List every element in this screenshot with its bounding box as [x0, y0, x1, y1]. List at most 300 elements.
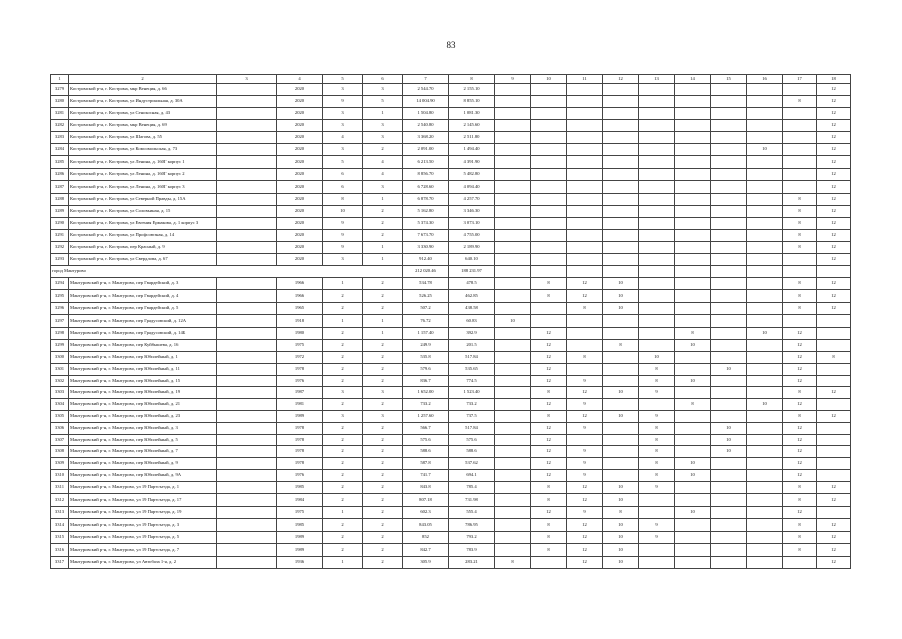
empty-cell [675, 206, 711, 218]
empty-cell [711, 458, 747, 470]
term-cell: 9 [639, 519, 675, 532]
row-number: 3312 [51, 494, 69, 507]
empty-cell [603, 458, 639, 470]
empty-cell [639, 131, 675, 143]
floors-cell: 8 [323, 193, 363, 206]
empty-cell [711, 481, 747, 494]
row-number: 3299 [51, 340, 69, 352]
term-cell: 10 [675, 458, 711, 470]
column-header: 4 [277, 75, 323, 84]
floors-cell: 2 [323, 481, 363, 494]
term-cell: 8 [783, 494, 817, 507]
living-area-cell: 478.5 [449, 277, 495, 290]
empty-cell [217, 351, 277, 363]
floors-cell: 5 [323, 156, 363, 169]
floors-cell: 9 [323, 230, 363, 242]
floors-cell: 1 [323, 556, 363, 569]
address-cell: Мантуровский р-н, г. Мантурово, пер Градусовский, д. 14Б [69, 327, 217, 340]
term-cell: 12 [567, 519, 603, 532]
empty-cell [639, 156, 675, 169]
empty-cell [567, 315, 603, 328]
floors-cell: 2 [323, 519, 363, 532]
empty-cell [675, 410, 711, 422]
floors-cell: 2 [323, 327, 363, 340]
term-cell: 9 [567, 446, 603, 458]
table-row [51, 84, 851, 96]
empty-cell [747, 131, 783, 143]
area-cell: 587.8 [403, 458, 449, 470]
empty-cell [711, 95, 747, 108]
empty-cell [531, 95, 567, 108]
entrances-cell: 2 [363, 302, 403, 315]
term-cell: 10 [747, 327, 783, 340]
table-row [51, 556, 851, 569]
term-cell: 12 [817, 217, 851, 230]
area-cell: 842.7 [403, 544, 449, 557]
empty-cell [711, 230, 747, 242]
empty-cell [639, 340, 675, 352]
empty-cell [675, 290, 711, 303]
empty-cell [711, 302, 747, 315]
floors-cell: 9 [323, 95, 363, 108]
empty-cell [675, 315, 711, 328]
empty-cell [603, 254, 639, 266]
column-header: 10 [531, 75, 567, 84]
entrances-cell: 2 [363, 399, 403, 411]
term-cell: 8 [567, 302, 603, 315]
table-row [51, 206, 851, 218]
empty-cell [495, 446, 531, 458]
empty-cell [711, 156, 747, 169]
entrances-cell: 2 [363, 230, 403, 242]
term-cell: 12 [817, 181, 851, 194]
living-area-cell: 2 511.80 [449, 131, 495, 143]
term-cell: 12 [783, 506, 817, 519]
empty-cell [639, 143, 675, 156]
row-number: 3282 [51, 120, 69, 132]
term-cell: 12 [817, 120, 851, 132]
term-cell: 8 [783, 217, 817, 230]
empty-cell [711, 277, 747, 290]
empty-cell [495, 242, 531, 254]
table-row [51, 156, 851, 169]
empty-cell [783, 156, 817, 169]
empty-cell [603, 156, 639, 169]
empty-cell [217, 120, 277, 132]
empty-cell [531, 230, 567, 242]
area-cell: 852 [403, 531, 449, 544]
empty-cell [217, 217, 277, 230]
entrances-cell: 2 [363, 469, 403, 481]
empty-cell [639, 315, 675, 328]
term-cell: 12 [817, 302, 851, 315]
term-cell: 10 [603, 277, 639, 290]
address-cell: Мантуровский р-н, г. Мантурово, пер Юбилейный, д. 5 [69, 434, 217, 446]
column-header: 3 [217, 75, 277, 84]
year-cell: 1989 [277, 531, 323, 544]
term-cell: 12 [567, 387, 603, 399]
empty-cell [603, 230, 639, 242]
empty-cell [711, 108, 747, 120]
empty-cell [495, 254, 531, 266]
term-cell: 12 [817, 277, 851, 290]
row-number: 3293 [51, 254, 69, 266]
empty-cell [639, 168, 675, 181]
term-cell: 10 [495, 315, 531, 328]
term-cell: 12 [783, 340, 817, 352]
empty-cell [495, 519, 531, 532]
empty-cell [675, 363, 711, 375]
row-number: 3289 [51, 206, 69, 218]
area-cell: 535.8 [403, 351, 449, 363]
row-number: 3308 [51, 446, 69, 458]
term-cell: 10 [747, 143, 783, 156]
empty-cell [675, 181, 711, 194]
empty-cell [567, 327, 603, 340]
term-cell: 10 [639, 351, 675, 363]
empty-cell [747, 387, 783, 399]
entrances-cell: 2 [363, 363, 403, 375]
term-cell: 8 [639, 422, 675, 434]
area-cell: 5 162.80 [403, 206, 449, 218]
empty-cell [747, 156, 783, 169]
term-cell: 12 [817, 156, 851, 169]
term-cell: 10 [603, 387, 639, 399]
empty-cell [711, 340, 747, 352]
entrances-cell: 2 [363, 351, 403, 363]
term-cell: 8 [783, 290, 817, 303]
address-cell: Мантуровский р-н, г. Мантурово, ул 19 Партсъезда, д. 1 [69, 481, 217, 494]
entrances-cell: 1 [363, 193, 403, 206]
empty-cell [603, 363, 639, 375]
entrances-cell: 2 [363, 519, 403, 532]
address-cell: Костромской р-н, г. Кострома, ул Соловьиная, д. 15 [69, 206, 217, 218]
term-cell: 10 [711, 363, 747, 375]
empty-cell [495, 422, 531, 434]
address-cell: Мантуровский р-н, г. Мантурово, пер Юбилейный, д. 15 [69, 375, 217, 387]
empty-cell [495, 108, 531, 120]
area-cell: 526.25 [403, 290, 449, 303]
floors-cell: 2 [323, 351, 363, 363]
column-header: 14 [675, 75, 711, 84]
row-number: 3310 [51, 469, 69, 481]
empty-cell [747, 434, 783, 446]
empty-cell [603, 242, 639, 254]
empty-cell [747, 95, 783, 108]
year-cell: 1918 [277, 315, 323, 328]
empty-cell [217, 410, 277, 422]
address-cell: Мантуровский р-н, г. Мантурово, пер Юбилейный, д. 11 [69, 363, 217, 375]
living-area-cell: 60.83 [449, 315, 495, 328]
entrances-cell: 2 [363, 556, 403, 569]
living-area-cell: 733.2 [449, 399, 495, 411]
empty-cell [217, 95, 277, 108]
empty-cell [747, 315, 783, 328]
empty-cell [495, 84, 531, 96]
empty-cell [567, 242, 603, 254]
address-cell: Мантуровский р-н, г. Мантурово, пер Юбилейный, д. 7 [69, 446, 217, 458]
row-number: 3311 [51, 481, 69, 494]
area-cell: 5 374.30 [403, 217, 449, 230]
empty-cell [495, 290, 531, 303]
year-cell: 1978 [277, 434, 323, 446]
empty-cell [217, 315, 277, 328]
table-row [51, 290, 851, 303]
empty-cell [217, 290, 277, 303]
term-cell: 10 [675, 506, 711, 519]
living-area-cell: 462.85 [449, 290, 495, 303]
empty-cell [675, 387, 711, 399]
area-cell: 836.7 [403, 375, 449, 387]
row-number: 3298 [51, 327, 69, 340]
term-cell: 12 [817, 290, 851, 303]
table-row [51, 217, 851, 230]
empty-cell [783, 120, 817, 132]
empty-cell [531, 120, 567, 132]
term-cell: 8 [675, 327, 711, 340]
term-cell: 12 [531, 363, 567, 375]
living-area-cell: 535.65 [449, 363, 495, 375]
column-header: 5 [323, 75, 363, 84]
empty-cell [675, 230, 711, 242]
living-area-cell: 783.9 [449, 544, 495, 557]
year-cell: 1965 [277, 302, 323, 315]
area-cell: 2 544.70 [403, 84, 449, 96]
empty-cell [817, 327, 851, 340]
empty-cell [495, 193, 531, 206]
term-cell: 12 [817, 544, 851, 557]
floors-cell: 2 [323, 544, 363, 557]
address-cell: Мантуровский р-н, г. Мантурово, пер Куйбышева, д. 16 [69, 340, 217, 352]
empty-cell [817, 399, 851, 411]
entrances-cell: 3 [363, 131, 403, 143]
row-number: 3292 [51, 242, 69, 254]
empty-cell [711, 544, 747, 557]
entrances-cell: 3 [363, 410, 403, 422]
empty-cell [531, 242, 567, 254]
empty-cell [747, 168, 783, 181]
floors-cell: 2 [323, 422, 363, 434]
empty-cell [675, 519, 711, 532]
term-cell: 12 [817, 168, 851, 181]
term-cell: 12 [567, 556, 603, 569]
empty-cell [783, 254, 817, 266]
empty-cell [567, 181, 603, 194]
empty-cell [711, 120, 747, 132]
row-number: 3304 [51, 399, 69, 411]
year-cell: 1981 [277, 399, 323, 411]
address-cell: Мантуровский р-н, г. Мантурово, пер Гвардейский, д. 3 [69, 277, 217, 290]
term-cell: 8 [783, 193, 817, 206]
table-row [51, 481, 851, 494]
floors-cell: 1 [323, 506, 363, 519]
empty-cell [567, 230, 603, 242]
empty-cell [711, 410, 747, 422]
living-area-cell: 201.5 [449, 340, 495, 352]
empty-cell [747, 193, 783, 206]
floors-cell: 4 [323, 131, 363, 143]
address-cell: Мантуровский р-н, г. Мантурово, ул Автобаза 1-я, д. 2 [69, 556, 217, 569]
table-row [51, 410, 851, 422]
table-row [51, 340, 851, 352]
empty-cell [567, 206, 603, 218]
address-cell: Мантуровский р-н, г. Мантурово, пер Юбилейный, д. 19 [69, 387, 217, 399]
entrances-cell: 2 [363, 481, 403, 494]
empty-cell [675, 531, 711, 544]
empty-cell [603, 143, 639, 156]
table-row [51, 302, 851, 315]
area-cell: 602.3 [403, 506, 449, 519]
address-cell: Костромской р-н, г. Кострома, ул Комсомольская, д. 73 [69, 143, 217, 156]
term-cell: 8 [817, 351, 851, 363]
empty-cell [567, 217, 603, 230]
living-area-cell: 1 494.40 [449, 143, 495, 156]
term-cell: 9 [567, 458, 603, 470]
empty-cell [217, 340, 277, 352]
empty-cell [217, 544, 277, 557]
row-number: 3316 [51, 544, 69, 557]
term-cell: 12 [783, 422, 817, 434]
row-number: 3296 [51, 302, 69, 315]
page-number: 83 [446, 40, 456, 50]
area-cell: 1 157.40 [403, 327, 449, 340]
empty-cell [531, 168, 567, 181]
address-cell: Мантуровский р-н, г. Мантурово, ул 19 Партсъезда, д. 3 [69, 519, 217, 532]
empty-cell [603, 206, 639, 218]
term-cell: 10 [603, 531, 639, 544]
floors-cell: 6 [323, 168, 363, 181]
empty-cell [639, 108, 675, 120]
term-cell: 12 [817, 494, 851, 507]
entrances-cell: 2 [363, 494, 403, 507]
year-cell: 2020 [277, 230, 323, 242]
table-row [51, 108, 851, 120]
floors-cell: 2 [323, 363, 363, 375]
living-area-cell: 575.6 [449, 434, 495, 446]
address-cell: Костромской р-н, г. Кострома, ул Ленина, д. 160Г корпус 3 [69, 181, 217, 194]
term-cell: 10 [603, 494, 639, 507]
row-number: 3294 [51, 277, 69, 290]
empty-cell [783, 556, 817, 569]
living-area-cell: 640.10 [449, 254, 495, 266]
table-row [51, 277, 851, 290]
row-number: 3313 [51, 506, 69, 519]
empty-cell [495, 351, 531, 363]
floors-cell: 2 [323, 290, 363, 303]
empty-cell [495, 531, 531, 544]
empty-cell [639, 265, 675, 277]
table-row [51, 168, 851, 181]
term-cell: 9 [639, 410, 675, 422]
living-area-cell: 5 482.80 [449, 168, 495, 181]
floors-cell: 3 [323, 108, 363, 120]
year-cell: 2020 [277, 156, 323, 169]
area-cell: 7 673.70 [403, 230, 449, 242]
area-cell: 6 213.50 [403, 156, 449, 169]
term-cell: 12 [531, 446, 567, 458]
term-cell: 12 [817, 84, 851, 96]
floors-cell: 2 [323, 302, 363, 315]
empty-cell [495, 506, 531, 519]
empty-cell [711, 375, 747, 387]
empty-cell [675, 422, 711, 434]
term-cell: 12 [567, 481, 603, 494]
area-cell: 1 257.60 [403, 410, 449, 422]
empty-cell [747, 458, 783, 470]
term-cell: 12 [817, 193, 851, 206]
term-cell: 8 [531, 544, 567, 557]
column-header: 13 [639, 75, 675, 84]
empty-cell [217, 519, 277, 532]
area-cell: 843.05 [403, 519, 449, 532]
empty-cell [567, 254, 603, 266]
floors-cell: 3 [323, 143, 363, 156]
empty-cell [531, 206, 567, 218]
column-header: 7 [403, 75, 449, 84]
total-living-area: 188 231.97 [449, 265, 495, 277]
living-area-cell: 785.4 [449, 481, 495, 494]
table-row [51, 181, 851, 194]
floors-cell: 2 [323, 434, 363, 446]
term-cell: 12 [531, 458, 567, 470]
empty-cell [675, 265, 711, 277]
empty-cell [217, 131, 277, 143]
area-cell: 3 368.20 [403, 131, 449, 143]
term-cell: 8 [531, 410, 567, 422]
term-cell: 8 [783, 544, 817, 557]
table-row [51, 120, 851, 132]
empty-cell [603, 108, 639, 120]
term-cell: 8 [531, 531, 567, 544]
column-header: 1 [51, 75, 69, 84]
address-cell: Мантуровский р-н, г. Мантурово, пер Юбилейный, д. 9 [69, 458, 217, 470]
term-cell: 8 [531, 481, 567, 494]
year-cell: 1985 [277, 481, 323, 494]
empty-cell [747, 422, 783, 434]
area-cell: 843.8 [403, 481, 449, 494]
row-number: 3286 [51, 168, 69, 181]
empty-cell [531, 556, 567, 569]
empty-cell [783, 84, 817, 96]
empty-cell [817, 434, 851, 446]
address-cell: Костромской р-н, г. Кострома, ул Сенокосная, д. 43 [69, 108, 217, 120]
living-area-cell: 555.4 [449, 506, 495, 519]
empty-cell [531, 217, 567, 230]
empty-cell [603, 469, 639, 481]
term-cell: 8 [639, 458, 675, 470]
area-cell: 534.78 [403, 277, 449, 290]
empty-cell [783, 265, 817, 277]
empty-cell [675, 434, 711, 446]
term-cell: 10 [603, 290, 639, 303]
empty-cell [639, 506, 675, 519]
term-cell: 12 [567, 277, 603, 290]
empty-cell [603, 168, 639, 181]
year-cell: 2020 [277, 143, 323, 156]
area-cell: 2 091.00 [403, 143, 449, 156]
year-cell: 2020 [277, 254, 323, 266]
term-cell: 8 [639, 375, 675, 387]
term-cell: 8 [531, 387, 567, 399]
empty-cell [711, 265, 747, 277]
empty-cell [495, 277, 531, 290]
row-number: 3281 [51, 108, 69, 120]
empty-cell [495, 340, 531, 352]
year-cell: 1987 [277, 387, 323, 399]
living-area-cell: 4 257.70 [449, 193, 495, 206]
term-cell: 10 [675, 340, 711, 352]
term-cell: 8 [603, 340, 639, 352]
